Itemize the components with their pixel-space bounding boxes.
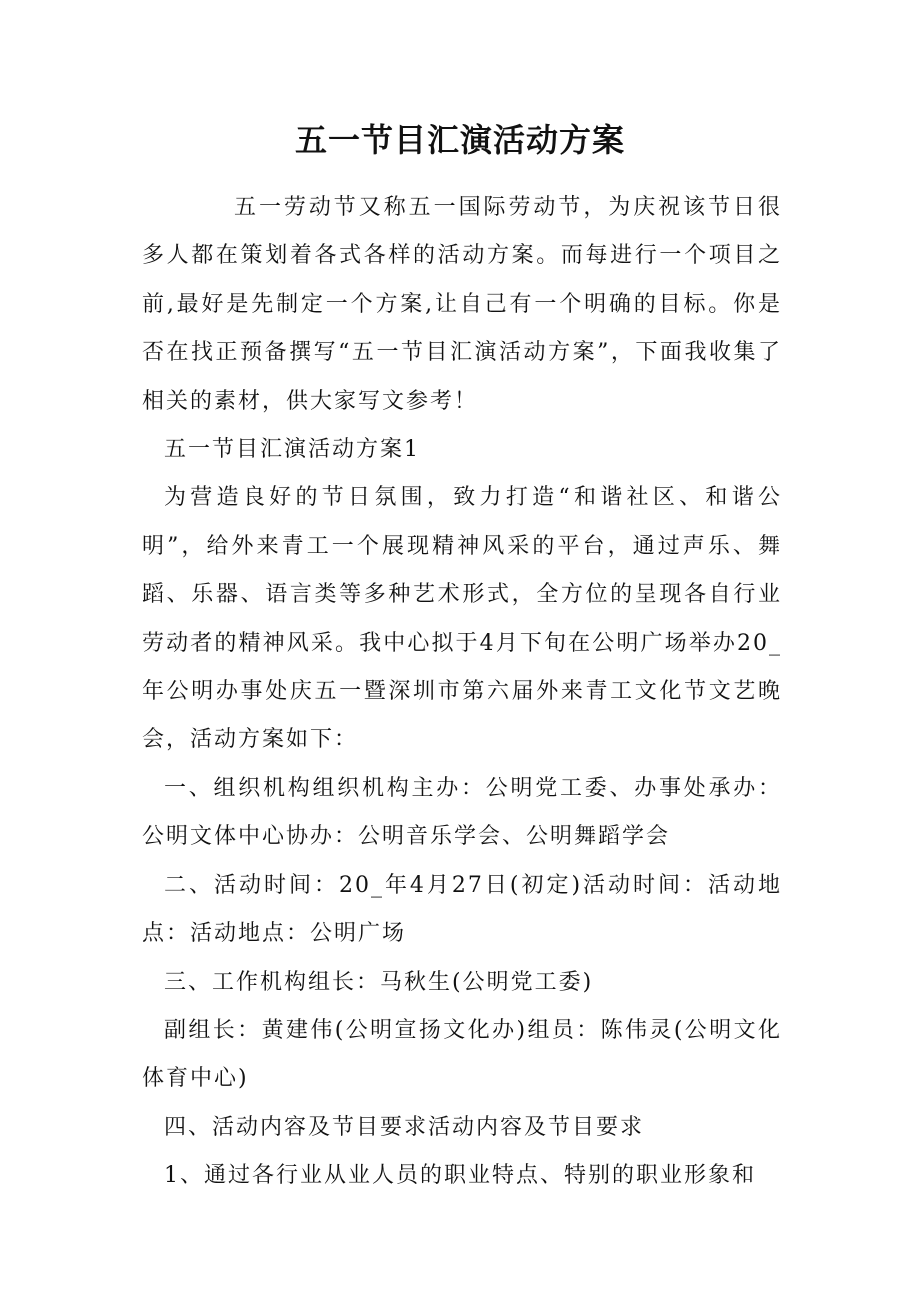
body-paragraph: 三、工作机构组长：马秋生(公明党工委) — [164, 969, 594, 995]
document-body — [142, 184, 782, 1201]
section-heading: 五一节目汇演活动方案1 — [164, 437, 420, 463]
document-title: 五一节目汇演活动方案 — [294, 121, 625, 159]
intro-paragraph: 五一劳动节又称五一国际劳动节，为庆祝该节日很多人都在策划着各式各样的活动方案。而每进行一个项目之前,最好是先制定一个方案,让自己有一个明确的目标。你是否在找正预备撰写“五一节目汇演活动方案”，下面我收集了相关的素材，供大家写文参考！ — [142, 195, 782, 414]
body-paragraph: 副组长：黄建伟(公明宣扬文化办)组员：陈伟灵(公明文化体育中心) — [142, 1017, 782, 1092]
body-paragraph: 四、活动内容及节目要求活动内容及节目要求 — [164, 1114, 645, 1140]
body-paragraph: 1、通过各行业从业人员的职业特点、特别的职业形象和 — [164, 1163, 756, 1189]
body-paragraph: 一、组织机构组织机构主办：公明党工委、办事处承办：公明文体中心协办：公明音乐学会、公明舞蹈学会 — [142, 775, 782, 850]
body-paragraph: 二、活动时间：20_年4月27日(初定)活动时间：活动地点：活动地点：公明广场 — [142, 872, 782, 947]
body-paragraph: 为营造良好的节日氛围，致力打造“和谐社区、和谐公明”，给外来青工一个展现精神风采的平台，通过声乐、舞蹈、乐器、语言类等多种艺术形式，全方位的呈现各自行业劳动者的精神风采。我中心拟于4月下旬在公明广场举办20_年公明办事处庆五一暨深圳市第六届外来青工文化节文艺晚会，活动方案如下： — [142, 485, 782, 753]
